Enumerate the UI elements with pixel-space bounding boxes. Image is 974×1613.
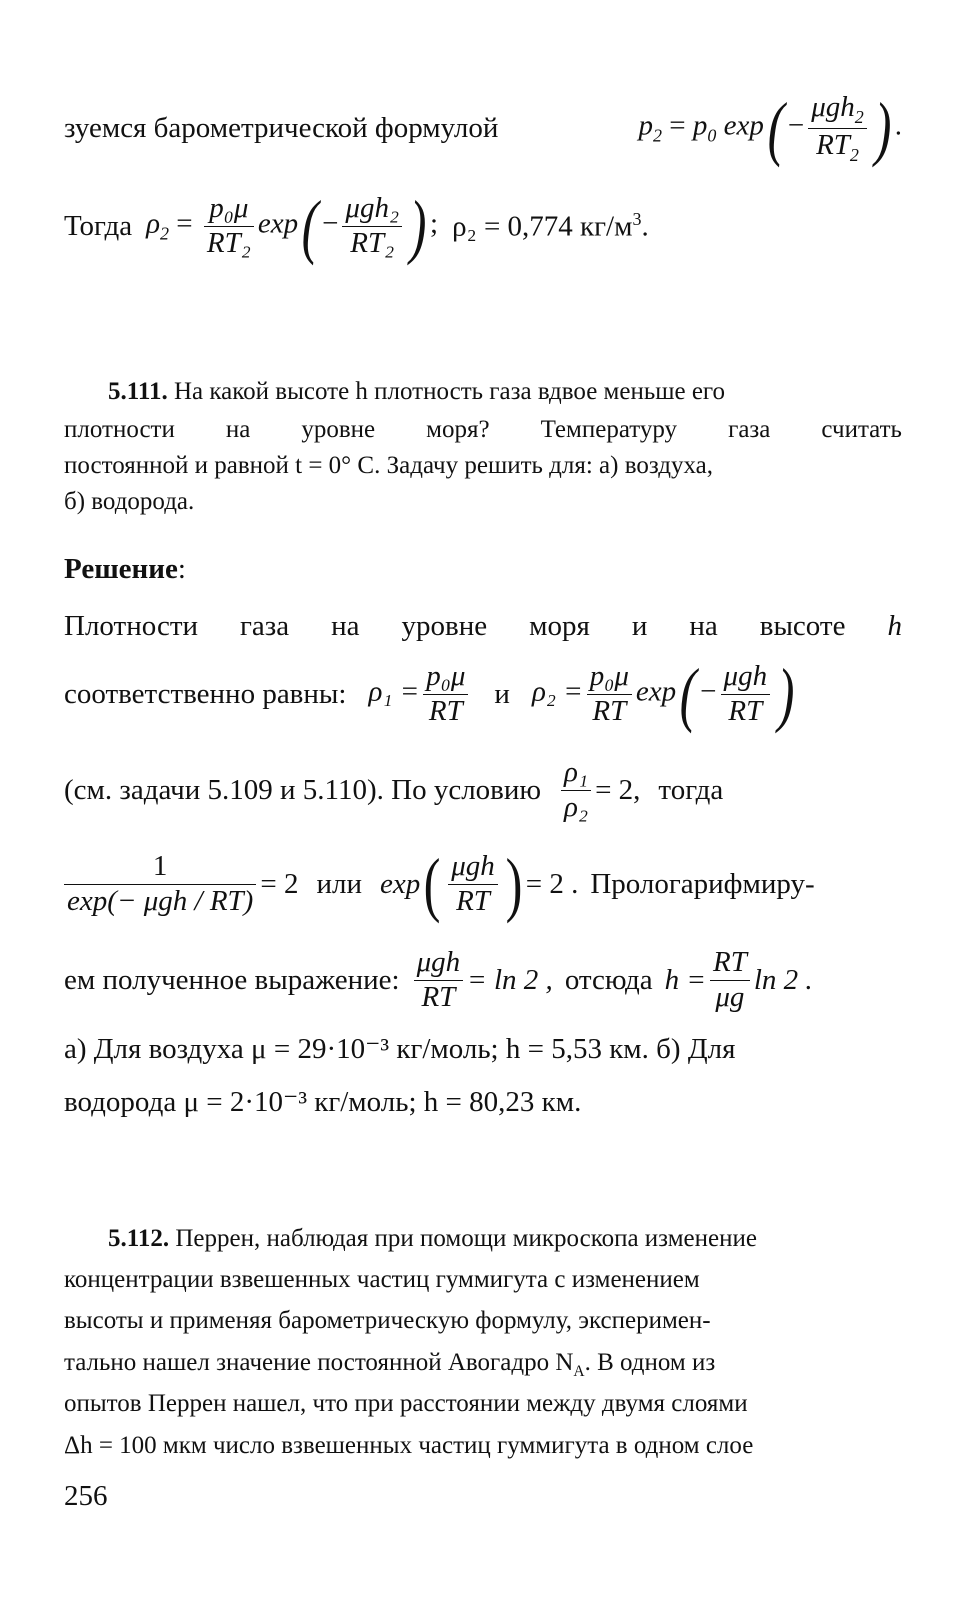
rho1-formula: ρ₁ = $\frac{\text{p₀μ}}{RT}$ (368, 660, 472, 728)
inverse-exp-fraction: $\frac{1}{\text{exp(− μgh / RT)}}$ (64, 850, 256, 918)
barometric-formula: $p_2 = p_0$ exp( − $\frac{\mu gh_2}{RT_2}$ ) . (638, 88, 902, 168)
problem-112-line-5: опытов Перрен нашел, что при расстоянии между двумя слоями (64, 1390, 748, 1417)
problem-112-number: 5.112. (108, 1225, 170, 1252)
page-number: 256 (64, 1480, 108, 1512)
solution-line-1: Плотности газа на уровне моря и на высоте h (64, 610, 902, 642)
problem-112-line-2: концентрации взвешенных частиц гуммигута с изменением (64, 1266, 700, 1293)
problem-112-line-3: высоты и применяя барометрическую формулу, эксперимен- (64, 1307, 711, 1334)
solution-line-7: водорода μ = 2·10⁻³ кг/моль; h = 80,23 км. (64, 1086, 582, 1118)
density-formula: $\rho_2$ = $\frac{\text{p₀μ}}{\text{RT₂}}$ exp( − $\frac{\text{μgh₂}}{\text{RT₂}}$ ) ; (146, 186, 439, 266)
problem-112-line-6: Δh = 100 мкм число взвешенных частиц гуммигута в одном слое (64, 1432, 754, 1459)
solution-line-3: (см. задачи 5.109 и 5.110). По условию $\frac{\text{ρ₁}}{\text{ρ₂}}$ = 2, тогда (64, 756, 724, 823)
problem-111-line-1: 5.111. На какой высоте h плотность газа вдвое меньше его (108, 378, 726, 405)
problem-112-line-4: тально нашел значение постоянной Авогадро $N_A$. В одном из (64, 1349, 716, 1380)
top-line-2 (64, 186, 902, 266)
solution-line-5: ем полученное выражение: $\frac{\text{μgh}}{RT}$ = ln 2 , отсюда h = $\frac{RT}{\mu g}$ ln 2 . (64, 946, 813, 1013)
problem-111-line-3: постоянной и равной t = 0° C. Задачу решить для: а) воздуха, (64, 452, 714, 479)
problem-112-line-1: 5.112. Перрен, наблюдая при помощи микроскопа изменение (108, 1225, 757, 1252)
density-result: ρ₂ = 0,774 $кг/м^3$. (452, 209, 649, 243)
rho2-formula: ρ₂ = $\frac{\text{p₀μ}}{RT}$ exp( − $\frac{\text{μgh}}{RT}$ ) (531, 654, 795, 734)
problem-111-number: 5.111. (108, 378, 168, 405)
top-line-1 (64, 88, 902, 168)
solution-line-2: соответственно равны: ρ₁ = $\frac{\text{p₀μ}}{RT}$ и ρ₂ = $\frac{\text{p₀μ}}{RT}$ exp( − $\frac{\text{μgh}}{RT}$ ) (64, 652, 902, 736)
problem-111-line-2: плотности на уровне моря? Температуру газа считать (64, 416, 902, 443)
problem-111-line-4: б) водорода. (64, 488, 195, 515)
tog-word: Тогда (64, 209, 133, 242)
solution-line-4: $\frac{1}{\text{exp(− μgh / RT)}}$ = 2 или exp ( $\frac{\text{μgh}}{RT}$ ) = 2 . Прологарифмиру- (64, 842, 902, 926)
top-line-1-text: зуемся барометрической формулой (64, 111, 499, 144)
barometric-fraction: $\frac{\mu gh_2}{RT_2}$ (808, 91, 867, 165)
solution-line-6: а) Для воздуха μ = 29·10⁻³ кг/моль; h = 5,53 км. б) Для (64, 1033, 736, 1065)
ratio-fraction: $\frac{\text{ρ₁}}{\text{ρ₂}}$ (561, 756, 591, 824)
solution-heading: Решение: (64, 553, 186, 585)
